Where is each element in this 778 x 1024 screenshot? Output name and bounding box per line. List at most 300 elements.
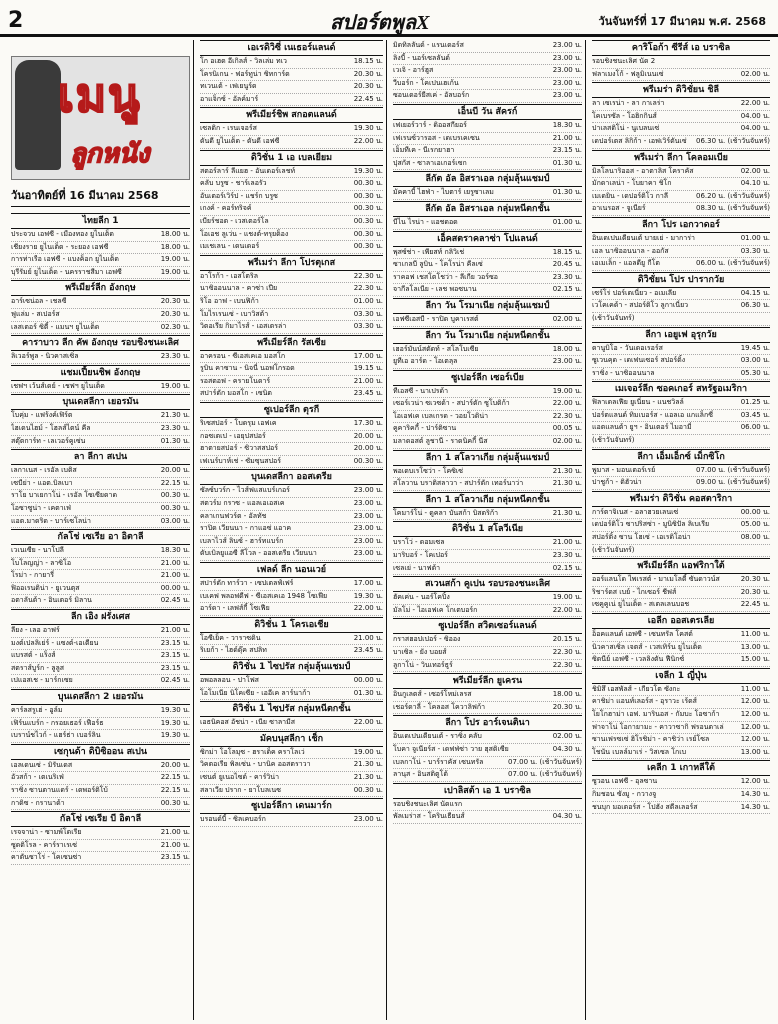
fixture-row bbox=[393, 563, 582, 576]
logo-title: เมนู bbox=[58, 68, 142, 122]
fixture-match: เฮอร์มันน์สตัดท์ - สโลโบเซีย bbox=[393, 344, 479, 353]
fixture-match: รอบชิงชนะเลิศ นัดแรก bbox=[393, 799, 463, 808]
fixture-time: 19.00 น. bbox=[160, 267, 190, 276]
fixture-time: 22.00 น. bbox=[353, 718, 383, 727]
league-title: ดิวิชั่ยน โปร ปารากวัย bbox=[592, 272, 770, 288]
fixture-time: 21.00 น. bbox=[160, 828, 190, 837]
fixture-match: เซลติก - เรนเจอร์ส bbox=[200, 124, 257, 133]
fixture-row bbox=[11, 675, 190, 688]
fixture-match: การ์ตาจิเนส - อลาฮวยเลนเซ่ bbox=[592, 507, 679, 516]
league-title: ลีก เอิง ฝรั่งเศส bbox=[11, 609, 190, 625]
fixture-row bbox=[393, 550, 582, 563]
fixture-row bbox=[200, 94, 383, 107]
fixture-row bbox=[11, 381, 190, 394]
fixture-row bbox=[592, 111, 770, 124]
fixture-row bbox=[200, 166, 383, 179]
league-title: ลีกัต อัล อิสราเอล กลุ่มหนีตกชั้น bbox=[393, 201, 582, 217]
fixture-match: ชนบุก มอเตอร์ส - โปฮัง สตีลเลอร์ส bbox=[592, 802, 698, 811]
fixture-match: มงต์เปลลิเย่ร์ - แซงต์-เอเตียน bbox=[11, 638, 99, 647]
league-section bbox=[592, 217, 770, 271]
fixture-row bbox=[11, 772, 190, 785]
fixture-match: ลูกาโน่ - วินเทอร์ธูร์ bbox=[393, 660, 453, 669]
fixture-row bbox=[592, 313, 770, 326]
fixture-row bbox=[200, 498, 383, 511]
league-title: พรีเมร่า ดิวิชั่ยน ชิลี bbox=[592, 82, 770, 98]
fixture-row bbox=[200, 418, 383, 431]
fixture-time: 22.15 น. bbox=[160, 773, 190, 782]
fixture-match: สตวร์ม กราซ - แอลเอเอสเค bbox=[200, 499, 285, 508]
fixture-row bbox=[592, 368, 770, 381]
fixture-match: กอซเตเป - เอยุปสปอร์ bbox=[200, 431, 266, 440]
fixture-match: เฟเนร์บาห์เช่ - ซัมซุนสปอร์ bbox=[200, 456, 281, 465]
fixture-match: ดันดี ยูไนเต็ด - ดันดี เอฟซี bbox=[200, 136, 280, 145]
fixture-time: 20.00 น. bbox=[160, 760, 190, 769]
league-title: พรีเมียร์ลีก แอฟริกาใต้ bbox=[592, 558, 770, 574]
league-section bbox=[11, 280, 190, 334]
fixture-row bbox=[200, 191, 383, 204]
fixture-time: 21.30 น. bbox=[552, 508, 582, 517]
fixture-time: 22.45 น. bbox=[353, 94, 383, 103]
fixture-time: 00.00 น. bbox=[353, 675, 383, 684]
fixture-time: 18.15 น. bbox=[353, 57, 383, 65]
fixture-time: 22.30 น. bbox=[552, 411, 582, 420]
fixture-row bbox=[393, 508, 582, 521]
league-section bbox=[592, 40, 770, 81]
fixture-match: ฟิออเรนติน่า - ยูเวนตุส bbox=[11, 583, 80, 592]
fixture-row bbox=[200, 178, 383, 191]
fixture-row bbox=[11, 798, 190, 811]
league-title: เอเรดิวิซี่ เนเธอร์แลนด์ bbox=[200, 40, 383, 56]
fixture-row bbox=[592, 642, 770, 655]
fixture-row bbox=[200, 309, 383, 322]
player-photo bbox=[15, 60, 61, 170]
fixture-time: 22.00 น. bbox=[552, 605, 582, 614]
fixture-match: พุสซ์ช่า - เพียสท์ กลิวิเช่ bbox=[393, 247, 465, 256]
fixture-time: 20.00 น. bbox=[353, 444, 383, 453]
league-section bbox=[592, 491, 770, 557]
fixture-row bbox=[592, 734, 770, 747]
fixture-match: อาครอน - ซีเอสเคเอ มอสโก bbox=[200, 351, 286, 360]
fixture-match: อาร์ดา - เลฟส์กี้ โซเฟีย bbox=[200, 604, 270, 613]
fixture-match: เบลาไวส์ ลินซ์ - ฮาร์ทแบร์ก bbox=[200, 536, 284, 545]
league-title: ซูเปอร์ลีกา เดนมาร์ก bbox=[200, 798, 383, 814]
fixture-match: จากีลโลเนีย - เลช พอซนาน bbox=[393, 285, 477, 294]
league-title: ซูเปอร์ลีก ตุรกี bbox=[200, 402, 383, 418]
fixture-match: เซคูคูเน่ ยูไนเต็ด - สเตลเลนบอช bbox=[592, 600, 690, 609]
fixture-row bbox=[200, 388, 383, 401]
fixture-time: 06.00 น. (เช้าวันจันทร์) bbox=[695, 259, 770, 268]
fixture-time: 14.30 น. bbox=[740, 789, 770, 798]
league-title: ลา ลีกา สเปน bbox=[11, 449, 190, 465]
fixture-row bbox=[592, 802, 770, 815]
fixture-row bbox=[200, 321, 383, 334]
fixture-match: ลานุส - อินสติตูโต้ bbox=[393, 770, 448, 779]
fixture-row bbox=[200, 688, 383, 701]
league-title: ลีกา วัน โรมาเนีย กลุ่มหนีตกชั้น bbox=[393, 328, 582, 344]
league-section bbox=[393, 104, 582, 170]
fixture-time: 00.30 น. bbox=[353, 204, 383, 213]
fixture-time: 23.30 น. bbox=[552, 272, 582, 281]
fixture-match: ริเซสปอร์ - โบดรุม เอฟเค bbox=[200, 419, 277, 428]
league-title: กัลโช่ เซเรีย บี อิตาลี bbox=[11, 811, 190, 827]
fixture-match: ราซิ่ง ซานตานแดร์ - เดพอร์ติโบ้ bbox=[11, 786, 108, 794]
column-4 bbox=[589, 40, 773, 1020]
fixture-match: รอสตอฟ - ครายโนดาร์ bbox=[200, 376, 271, 385]
fixture-time: 21.30 น. bbox=[160, 411, 190, 420]
fixture-time: 23.15 น. bbox=[160, 663, 190, 672]
fixture-match: คูคาริคกี้ - ปาร์ติซาน bbox=[393, 424, 457, 433]
fixture-row bbox=[592, 545, 770, 558]
fixture-match: โอซาซูน่า - เคตาเฟ่ bbox=[11, 503, 71, 512]
fixture-match: กาดิซ - กรานาด้า bbox=[11, 798, 65, 807]
fixture-time: 17.00 น. bbox=[353, 579, 383, 587]
league-section bbox=[200, 255, 383, 334]
fixture-match: ราคอฟ เชสโตโชว่า - ลีเกีย วอร์ซอ bbox=[393, 272, 498, 281]
fixture-time bbox=[767, 435, 770, 447]
fixture-time: 19.30 น. bbox=[160, 706, 190, 715]
fixture-match: เดปอร์ติโว ซาปริสซ่า - มูนิซิปัล ลิเบเรีย bbox=[592, 520, 710, 529]
fixture-row bbox=[393, 53, 582, 66]
fixture-time: 00.00 น. bbox=[160, 583, 190, 592]
fixture-row bbox=[592, 574, 770, 587]
league-section bbox=[11, 609, 190, 688]
fixture-match: บราโว่ - ดอมเซล bbox=[393, 538, 445, 547]
fixture-time: 19.00 น. bbox=[160, 255, 190, 264]
fixture-match: ชิมิสึ เอสพัลส์ - เกียวโต ซังกะ bbox=[592, 684, 681, 693]
fixture-match: อาเนรอส - จูเนียร์ bbox=[592, 204, 646, 213]
fixture-row bbox=[200, 229, 383, 242]
fixture-match: (เช้าวันจันทร์) bbox=[592, 545, 635, 554]
fixture-match: สปอร์ติ้ง ซาน โฮเซ่ - เอเรดิโอน่า bbox=[592, 533, 691, 542]
fixture-time: 07.00 น. (เช้าวันจันทร์) bbox=[695, 465, 770, 474]
fixture-row bbox=[11, 545, 190, 558]
fixture-time: 22.30 น. bbox=[552, 648, 582, 656]
fixture-row bbox=[592, 465, 770, 478]
league-section bbox=[11, 449, 190, 528]
fixture-time: 02.30 น. bbox=[160, 322, 190, 331]
fixture-row bbox=[200, 351, 383, 364]
fixture-match: เอฟซีเอสบี - ราปิด บูคาเรสต์ bbox=[393, 314, 479, 323]
fixture-match: เซร์โร่ ปอร์เตเนี่ยว - อเมเลีย bbox=[592, 288, 677, 297]
fixture-time: 00.00 น. bbox=[740, 507, 770, 516]
fixture-row bbox=[200, 578, 383, 591]
fixture-row bbox=[11, 595, 190, 608]
fixture-time: 13.00 น. bbox=[740, 642, 770, 651]
fixture-match: อันเตอร์เวิร์ป - แชร์ก บรูซ bbox=[200, 191, 278, 200]
league-section bbox=[592, 82, 770, 148]
fixture-time: 18.30 น. bbox=[160, 546, 190, 555]
fixture-row bbox=[592, 435, 770, 448]
fixture-row bbox=[592, 747, 770, 760]
fixture-row bbox=[393, 284, 582, 297]
fixture-match: อาแจ็กซ์ - อัลค์มาร์ bbox=[200, 94, 259, 103]
fixture-match: ทเวนเต้ - เฟเยนูร์ด bbox=[200, 82, 257, 91]
fixture-time: 00.30 น. bbox=[353, 216, 383, 225]
fixture-match: สลาเวีย ปราก - ยาโบลเนซ bbox=[200, 785, 281, 794]
league-title: ลีกา วัน โรมาเนีย กลุ่มลุ้นแชมป์ bbox=[393, 298, 582, 314]
fixture-time: 18.00 น. bbox=[552, 344, 582, 353]
league-title: พรีเมร่า ลีกา โคลอมเบีย bbox=[592, 150, 770, 166]
fixture-row bbox=[393, 356, 582, 369]
fixture-row bbox=[11, 718, 190, 731]
fixture-time: 17.00 น. bbox=[353, 351, 383, 360]
fixture-match: โครนิเกน - ฟอร์ทูน่า ซิทการ์ด bbox=[200, 69, 290, 78]
fixture-time: 23.00 น. bbox=[552, 357, 582, 366]
fixture-time: 01.30 น. bbox=[552, 158, 582, 167]
fixture-match: เปแอสเช - มาร์กเซย bbox=[11, 676, 73, 685]
league-section bbox=[200, 335, 383, 401]
league-title: พรีเมียร์ชิพ สกอตแลนด์ bbox=[200, 107, 383, 123]
fixture-time: 01.25 น. bbox=[740, 398, 770, 407]
fixture-row bbox=[11, 503, 190, 516]
fixture-time: 11.00 น. bbox=[740, 630, 770, 638]
fixture-time: 21.00 น. bbox=[160, 626, 190, 635]
fixture-time: 00.30 น. bbox=[160, 798, 190, 807]
fixture-time: 06.20 น. (เช้าวันจันทร์) bbox=[695, 191, 770, 200]
league-title: เมเจอร์ลีก ซอคเกอร์ สหรัฐอเมริกา bbox=[592, 381, 770, 397]
fixture-time: 02.00 น. bbox=[552, 732, 582, 741]
fixture-match: บรอนด์บี้ - ซิลเคบอร์ก bbox=[200, 815, 266, 824]
fixture-row bbox=[393, 537, 582, 550]
fixture-time: 00.30 น. bbox=[353, 229, 383, 238]
fixture-time: 12.00 น. bbox=[740, 697, 770, 706]
fixture-match: อตาลันต้า - อินเตอร์ มิลาน bbox=[11, 596, 92, 605]
fixture-match: (เช้าวันจันทร์) bbox=[592, 436, 635, 445]
fixture-time: 18.00 น. bbox=[160, 242, 190, 251]
league-section bbox=[200, 107, 383, 148]
fixture-match: เวเจิ - อาร์ฮูส bbox=[393, 66, 434, 75]
fixture-match: เอธนิคอส อัชน่า - เนีย ซาลามีส bbox=[200, 718, 295, 727]
fixture-row bbox=[592, 246, 770, 259]
fixture-row bbox=[393, 259, 582, 272]
fixture-match: มิลโลนาริออส - อาตาลิส โคราคัส bbox=[592, 166, 694, 175]
fixture-match: ราโย บาเยกาโน่ - เรอัล โซเซียดาด bbox=[11, 491, 117, 500]
fixture-row bbox=[11, 478, 190, 491]
fixture-time: 22.00 น. bbox=[353, 136, 383, 145]
fixture-match: ริเยก้า - ไฮด์ดุ๊ค สปลิท bbox=[200, 646, 267, 655]
fixture-time: 20.00 น. bbox=[353, 431, 383, 440]
fixture-match: ฟูแล่ม - สเปอร์ส bbox=[11, 309, 60, 318]
fixture-row bbox=[200, 603, 383, 616]
fixture-match: คลับ บรูซ - ชาร์เลอรัว bbox=[200, 179, 267, 188]
fixture-row bbox=[393, 386, 582, 399]
fixture-row bbox=[592, 696, 770, 709]
fixture-row bbox=[592, 166, 770, 179]
fixture-match: ไฮเดนไฮม์ - โฮลส์ไตน์ คีล bbox=[11, 423, 91, 432]
fixture-row bbox=[200, 759, 383, 772]
fixture-row bbox=[11, 322, 190, 335]
fixture-match: ฮาตายสปอร์ - ซิวาสสปอร์ bbox=[200, 444, 279, 453]
league-section bbox=[592, 760, 770, 814]
fixture-match: เลกาเนส - เรอัล เบติส bbox=[11, 466, 77, 475]
fixture-match: กราสฮอปเปอร์ - ซิออง bbox=[393, 635, 461, 644]
fixture-time: 20.45 น. bbox=[552, 260, 582, 269]
fixture-time: 06.30 น. (เช้าวันจันทร์) bbox=[695, 136, 770, 145]
page-header bbox=[0, 0, 778, 40]
fixture-time: 23.00 น. bbox=[552, 91, 582, 100]
fixture-match: กิมชอน ซังมู - กวางจู bbox=[592, 789, 657, 798]
fixture-time: 23.15 น. bbox=[552, 146, 582, 155]
fixture-match: โชนัน เบลล์มาเร่ - วิสเซล โกเบ bbox=[592, 747, 687, 756]
fixture-row bbox=[200, 136, 383, 149]
league-section bbox=[393, 231, 582, 297]
fixture-match: เวโคเคด้า - สปอร์ติโว ลูกาเนี่ยว bbox=[592, 301, 689, 310]
league-title: พรีเมียร์ลีก รัสเซีย bbox=[200, 335, 383, 351]
fixture-time: 21.30 น. bbox=[353, 760, 383, 769]
fixture-row bbox=[393, 78, 582, 91]
fixture-match: บาเซิล - ยัง บอยส์ bbox=[393, 648, 447, 656]
fixture-row bbox=[11, 516, 190, 529]
fixture-time: 04.00 น. bbox=[740, 124, 770, 133]
fixture-time: 04.30 น. bbox=[552, 812, 582, 821]
fixture-match: เบลกาโน่ - บาร์ราคัส เซนทรัล bbox=[393, 757, 484, 766]
fixture-time: 12.00 น. bbox=[740, 777, 770, 786]
fixture-row bbox=[393, 40, 582, 53]
fixture-time: 21.00 น. bbox=[353, 376, 383, 385]
fixture-match: โมไรเรนเซ่ - เบาวิสต้า bbox=[200, 309, 269, 318]
fixture-time: 02.15 น. bbox=[552, 563, 582, 572]
fixture-row bbox=[393, 702, 582, 715]
league-title: กัลโช่ เซเรีย อา อิตาลี bbox=[11, 529, 190, 545]
fixture-time: 17.30 น. bbox=[353, 419, 383, 428]
league-title: พรีเมียร์ลีก อังกฤษ bbox=[11, 280, 190, 296]
fixture-time: 03.30 น. bbox=[740, 246, 770, 255]
fixture-match: เฟิร์นแบร์ก - กรอยเธอร์ เฟือร์ธ bbox=[11, 718, 104, 727]
fixture-row bbox=[11, 410, 190, 423]
fixture-row bbox=[393, 133, 582, 146]
fixture-time: 00.05 น. bbox=[552, 424, 582, 433]
fixture-row bbox=[200, 717, 383, 730]
fixture-row bbox=[11, 705, 190, 718]
fixture-row bbox=[592, 722, 770, 735]
league-title: ลีกา เอ็มเอ็กซ์ เม็กซิโก bbox=[592, 449, 770, 465]
fixture-row bbox=[592, 233, 770, 246]
fixture-match: ฟลาเมงโก้ - ฟลูมิเนนเซ่ bbox=[592, 69, 664, 78]
fixture-time: 23.15 น. bbox=[160, 638, 190, 647]
fixture-row bbox=[11, 436, 190, 449]
league-section bbox=[393, 492, 582, 521]
fixture-time: 19.30 น. bbox=[160, 718, 190, 727]
fixture-row bbox=[200, 271, 383, 284]
league-title: ดิวิชั่น 1 เอ เบลเยียม bbox=[200, 150, 383, 166]
league-title: แชมเปี้ยนชิพ อังกฤษ bbox=[11, 365, 190, 381]
fixture-match: นาซิออนนาล - คาซ่า เปีย bbox=[200, 284, 278, 293]
fixture-time: 03.00 น. bbox=[160, 516, 190, 525]
league-title: ดิวิชั่น 1 สโลวีเนีย bbox=[393, 521, 582, 537]
fixture-time: 05.30 น. bbox=[740, 368, 770, 377]
fixture-match: ประจวบ เอฟซี - เมืองทอง ยูไนเต็ด bbox=[11, 230, 114, 238]
league-title: บุนเดสลีกา 2 เยอรมัน bbox=[11, 689, 190, 705]
fixture-time: 21.00 น. bbox=[552, 133, 582, 142]
fixture-time: 04.00 น. bbox=[740, 111, 770, 120]
fixture-match: ริชาร์ดส เบย์ - ไกเซอร์ ชีฟส์ bbox=[592, 587, 677, 596]
fixture-row bbox=[11, 638, 190, 651]
fixture-row bbox=[592, 654, 770, 667]
fixture-row bbox=[11, 583, 190, 596]
fixture-time: 23.45 น. bbox=[353, 389, 383, 398]
league-title: เอลีก ออสเตรเลีย bbox=[592, 613, 770, 629]
fixture-row bbox=[11, 650, 190, 663]
league-title: ลีกัต อัล อิสราเอล กลุ่มลุ้นแชมป์ bbox=[393, 171, 582, 187]
col-sections bbox=[592, 40, 770, 814]
fixture-time: 23.00 น. bbox=[353, 549, 383, 558]
fixture-match: คาตันซาโร่ - โคเซนซ่า bbox=[11, 853, 82, 862]
fixture-time bbox=[767, 56, 770, 68]
fixture-time: 22.30 น. bbox=[353, 284, 383, 293]
fixture-row bbox=[11, 558, 190, 571]
fixture-match: อินเดเปนเดียนเต้ - ราซิ่ง คลับ bbox=[393, 732, 482, 741]
fixture-row bbox=[592, 355, 770, 368]
league-title: คาริโอก้า ซีรีส์ เอ บราซิล bbox=[592, 40, 770, 56]
fixture-time: 21.30 น. bbox=[353, 772, 383, 781]
fixture-row bbox=[200, 511, 383, 524]
fixture-row bbox=[200, 376, 383, 389]
league-section bbox=[11, 811, 190, 865]
fixture-row bbox=[592, 191, 770, 204]
fixture-time: 21.00 น. bbox=[552, 538, 582, 547]
fixture-match: แบรสต์ - แร็งส์ bbox=[11, 651, 56, 660]
league-title: ไทยลีก 1 bbox=[11, 213, 190, 229]
fixture-time: 23.00 น. bbox=[353, 524, 383, 533]
league-section bbox=[200, 701, 383, 730]
league-title: เอ็คสตราคลาซ่า โปแลนด์ bbox=[393, 231, 582, 247]
league-section bbox=[11, 529, 190, 608]
fixture-row bbox=[11, 490, 190, 503]
fixture-time: 21.30 น. bbox=[552, 466, 582, 475]
fixture-row bbox=[393, 689, 582, 702]
fixture-time: 03.30 น. bbox=[353, 309, 383, 318]
fixture-time: 00.30 น. bbox=[353, 785, 383, 794]
fixture-time: 23.00 น. bbox=[353, 486, 383, 495]
fixture-time: 20.30 น. bbox=[740, 587, 770, 596]
league-section bbox=[200, 40, 383, 106]
fixture-row bbox=[11, 465, 190, 478]
fixture-time: 20.30 น. bbox=[160, 309, 190, 318]
logo-subtitle: ลูกหนัง bbox=[70, 139, 150, 169]
fixture-time bbox=[579, 799, 582, 811]
league-section bbox=[393, 40, 582, 103]
fixture-match: ซาเกลบี ลูบิน - โคโรน่า คีลเซ่ bbox=[393, 260, 483, 269]
fixture-row bbox=[393, 634, 582, 647]
fixture-match: ดานูบิโอ - วันเดอเรอร์ส bbox=[592, 343, 663, 352]
fixture-match: โคมาร์โน่ - ดูคลา บันสก้า บิสตริก้า bbox=[393, 508, 499, 517]
fixture-row bbox=[200, 523, 383, 536]
fixture-time: 06.30 น. bbox=[740, 301, 770, 310]
fixture-match: เซนต์ ยูเนอไซด์ - คาร์วิน่า bbox=[200, 772, 279, 781]
fixture-time: 06.00 น. bbox=[740, 423, 770, 432]
fixture-match: โรม่า - กายารี่ bbox=[11, 571, 55, 580]
fixture-time: 03.30 น. bbox=[353, 322, 383, 331]
fixture-row bbox=[11, 760, 190, 773]
fixture-match: บุรีรัมย์ ยูไนเต็ด - นครราชสีมา เอฟซี bbox=[11, 267, 122, 276]
fixture-match: โบโลญญ่า - ลาซิโอ bbox=[11, 558, 72, 567]
fixture-row bbox=[393, 344, 582, 357]
fixture-match: ฮัคเค่น - นอร์โคปิ้ง bbox=[393, 593, 450, 602]
fixture-match: อินกูเลตส์ - เซอร์โหม่เลรส bbox=[393, 690, 472, 699]
fixture-row bbox=[200, 548, 383, 561]
page-number: 2 bbox=[8, 8, 24, 33]
league-section bbox=[592, 272, 770, 326]
league-title: ดิวิชั่น 1 ไซปรัส กลุ่มลุ้นแชมป์ bbox=[200, 659, 383, 675]
fixture-time: 23.00 น. bbox=[353, 536, 383, 545]
fixture-time: 12.00 น. bbox=[740, 709, 770, 718]
fixture-row bbox=[11, 351, 190, 364]
fixture-time: 01.30 น. bbox=[353, 688, 383, 697]
fixture-match: เอเมเล็ก - แอลดียู กีโต bbox=[592, 259, 660, 268]
fixture-match: ออร์แลนโด ไพเรสต์ - มาเมโลดี้ ซันดาวน์ส bbox=[592, 575, 720, 584]
fixture-match: เบียร์ชอต - เวสเตอร์โล bbox=[200, 216, 269, 225]
league-section bbox=[200, 731, 383, 797]
